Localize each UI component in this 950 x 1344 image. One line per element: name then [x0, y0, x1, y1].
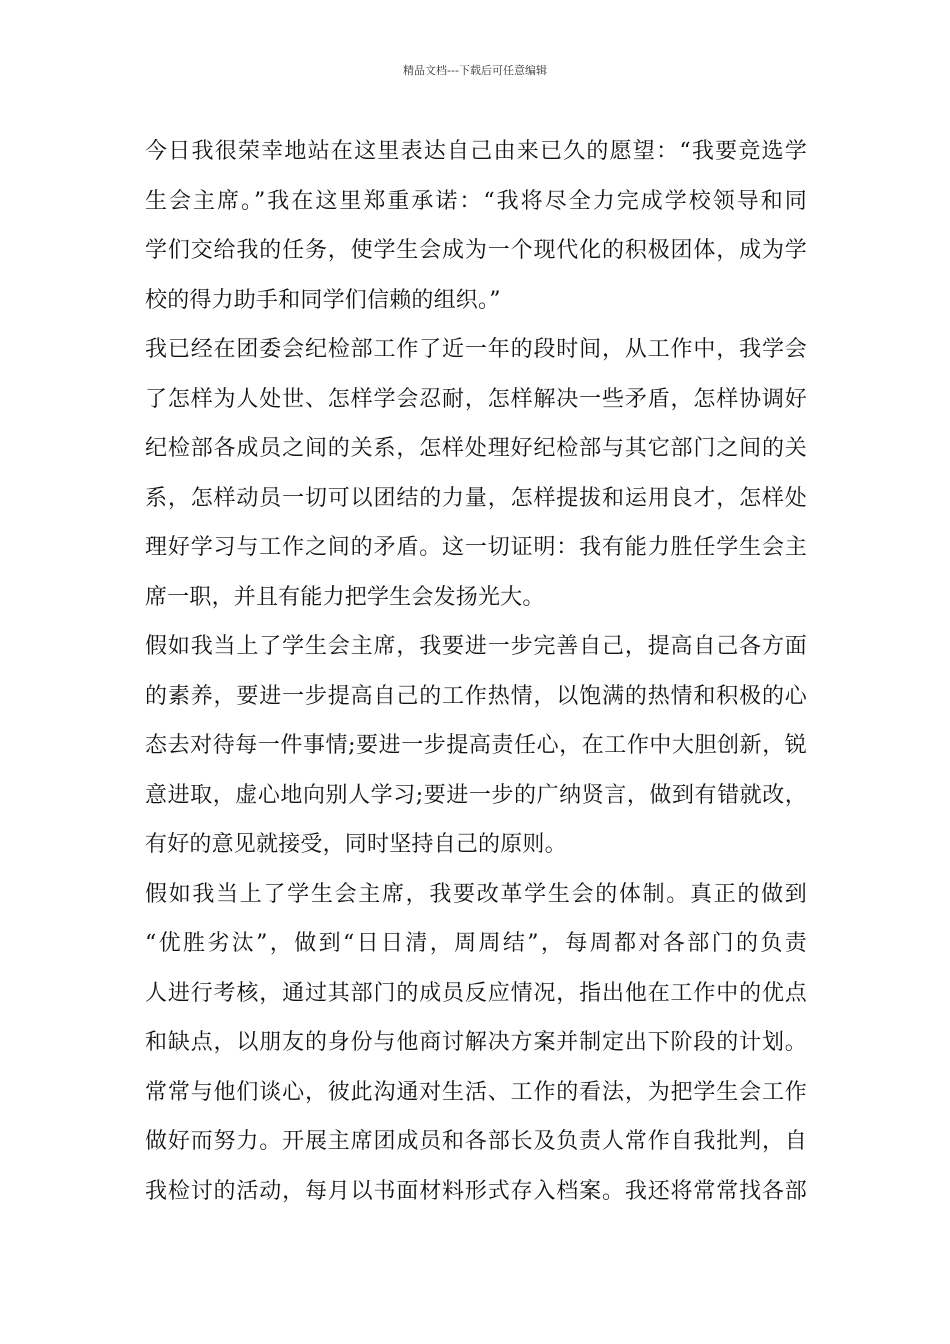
text-line: 学们交给我的任务，使学生会成为一个现代化的积极团体，成为学	[145, 238, 807, 263]
paragraph-1	[145, 127, 807, 325]
text-line: 意进取，虚心地向别人学习;要进一步的广纳贤言，做到有错就改，	[145, 782, 807, 808]
paragraph-4	[145, 870, 807, 1217]
text-line: 有好的意见就接受，同时坚持自己的原则。	[145, 832, 567, 857]
text-line: 理好学习与工作之间的矛盾。这一切证明：我有能力胜任学生会主	[145, 535, 807, 560]
text-line: 我已经在团委会纪检部工作了近一年的段时间，从工作中，我学会	[145, 337, 807, 362]
text-line: 假如我当上了学生会主席，我要进一步完善自己，提高自己各方面	[145, 634, 807, 659]
paragraph-3	[145, 622, 807, 870]
text-line: 我检讨的活动，每月以书面材料形式存入档案。我还将常常找各部	[145, 1178, 807, 1204]
text-line: 做好而努力。开展主席团成员和各部长及负责人常作自我批判，自	[145, 1129, 807, 1154]
document-body	[145, 127, 807, 1216]
text-line: 的素养，要进一步提高自己的工作热情，以饱满的热情和积极的心	[145, 683, 807, 709]
text-line: 生会主席。”我在这里郑重承诺：“我将尽全力完成学校领导和同	[145, 188, 807, 214]
text-line: 人进行考核，通过其部门的成员反应情况，指出他在工作中的优点	[145, 980, 807, 1006]
text-line: 校的得力助手和同学们信赖的组织。”	[145, 287, 501, 313]
text-line: 纪检部各成员之间的关系，怎样处理好纪检部与其它部门之间的关	[145, 436, 807, 461]
text-line: 了怎样为人处世、怎样学会忍耐，怎样解决一些矛盾，怎样协调好	[145, 386, 807, 412]
text-line: 席一职，并且有能力把学生会发扬光大。	[145, 584, 545, 610]
text-line: 假如我当上了学生会主席，我要改革学生会的体制。真正的做到	[145, 881, 807, 907]
text-line: “优胜劣汰”，做到“日日清，周周结”，每周都对各部门的负责	[145, 931, 807, 956]
text-line: 今日我很荣幸地站在这里表达自己由来已久的愿望：“我要竞选学	[145, 139, 807, 164]
text-line: 态去对待每一件事情;要进一步提高责任心，在工作中大胆创新，锐	[145, 733, 807, 758]
text-line: 系，怎样动员一切可以团结的力量，怎样提拔和运用良才，怎样处	[145, 485, 807, 511]
page-header: 精品文档---下载后可任意编辑	[403, 64, 547, 77]
paragraph-2	[145, 325, 807, 622]
text-line: 常常与他们谈心，彼此沟通对生活、工作的看法，为把学生会工作	[145, 1079, 807, 1105]
text-line: 和缺点，以朋友的身份与他商讨解决方案并制定出下阶段的计划。	[145, 1030, 807, 1055]
